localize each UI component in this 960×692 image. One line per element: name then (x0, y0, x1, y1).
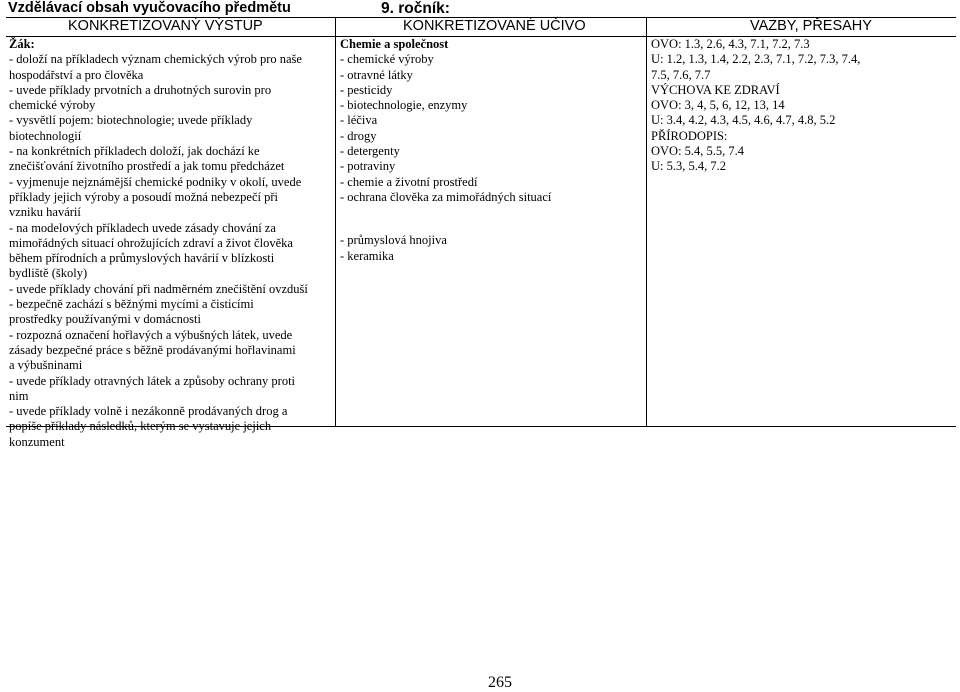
page-header (6, 0, 956, 18)
page-number: 265 (488, 674, 512, 691)
link-line: OVO: 5.4, 5.5, 7.4 (651, 144, 745, 159)
column-headers (6, 17, 956, 37)
outcome-line: - uvede příklady volně i nezákonně prodávaných drog a (9, 404, 288, 419)
content-item: - keramika (340, 248, 394, 263)
grade-title: 9. ročník: (381, 0, 450, 17)
link-line: U: 3.4, 4.2, 4.3, 4.5, 4.6, 4.7, 4.8, 5.2 (651, 113, 836, 128)
outcome-line: - na konkrétních příkladech doloží, jak dochází ke (9, 144, 260, 159)
content-item: - průmyslová hnojiva (340, 233, 447, 248)
content-title: Chemie a společnost (340, 37, 449, 51)
outcome-line: - vysvětlí pojem: biotechnologie; uvede příklady (9, 113, 253, 128)
content-item: - detergenty (340, 144, 400, 159)
outcome-line: během přírodních a průmyslových havárií v blízkosti (9, 251, 275, 266)
content-item: - léčiva (340, 113, 378, 128)
outcome-line: Žák: (9, 37, 35, 51)
links-header: VAZBY, PŘESAHY (750, 18, 872, 34)
content-item: - otravné látky (340, 67, 413, 82)
link-line: OVO: 3, 4, 5, 6, 12, 13, 14 (651, 98, 785, 113)
content-item: - pesticidy (340, 82, 393, 97)
content-item: - ochrana člověka za mimořádných situací (340, 189, 552, 204)
content-item: - chemie a životní prostředí (340, 174, 478, 189)
outcome-line: příklady jejich výroby a posoudí možná nebezpečí při (9, 189, 279, 204)
outcome-line: nim (9, 388, 29, 403)
content-column (340, 37, 640, 264)
content-header: KONKRETIZOVANÉ UČIVO (403, 18, 586, 34)
outcome-line: - doloží na příkladech význam chemických výrob pro naše (9, 52, 302, 67)
outcome-line: - bezpečně zachází s běžnými mycími a čisticími (9, 297, 254, 312)
link-line: PŘÍRODOPIS: (651, 128, 728, 143)
outcome-line: zásady bezpečné práce s běžně prodávanými hořlavinami (9, 342, 296, 357)
column-divider (335, 17, 336, 426)
column-divider (646, 17, 647, 426)
outcomes-column (9, 37, 331, 450)
outcome-line: - uvede příklady prvotních a druhotných surovin pro (9, 82, 272, 97)
outcome-line: - uvede příklady otravných látek a způsoby ochrany proti (9, 373, 296, 388)
outcome-line: - uvede příklady chování při nadměrném znečištění ovzduší (9, 281, 308, 296)
outcome-line: mimořádných situací ohrožujících zdraví a život člověka (9, 235, 293, 250)
outcome-line: a výbušninami (9, 358, 83, 373)
outcome-line: biotechnologií (9, 128, 82, 143)
content-item: - chemické výroby (340, 52, 434, 67)
link-line: U: 5.3, 5.4, 7.2 (651, 159, 726, 174)
outcomes-header: KONKRETIZOVANÝ VÝSTUP (68, 18, 263, 34)
outcome-line: hospodářství a pro člověka (9, 67, 144, 82)
content-item: - potraviny (340, 159, 396, 174)
outcome-line: vzniku havárií (9, 205, 81, 220)
link-line: 7.5, 7.6, 7.7 (651, 67, 711, 82)
link-line: OVO: 1.3, 2.6, 4.3, 7.1, 7.2, 7.3 (651, 37, 810, 51)
outcome-line: prostředky používanými v domácnosti (9, 312, 201, 327)
outcome-line: - rozpozná označení hořlavých a výbušných látek, uvede (9, 327, 293, 342)
outcome-line: konzument (9, 434, 65, 449)
outcome-line: - na modelových příkladech uvede zásady chování za (9, 220, 276, 235)
outcome-line: popíše příklady následků, kterým se vystavuje jejich (9, 419, 272, 434)
content-item: - drogy (340, 128, 377, 143)
outcome-line: znečišťování životního prostředí a jak tomu předcházet (9, 159, 285, 174)
outcome-line: chemické výroby (9, 98, 96, 113)
content-item: - biotechnologie, enzymy (340, 98, 468, 113)
link-line: VÝCHOVA KE ZDRAVÍ (651, 82, 780, 97)
subject-title: Vzdělávací obsah vyučovacího předmětu (8, 0, 291, 16)
links-column (651, 37, 951, 175)
link-line: U: 1.2, 1.3, 1.4, 2.2, 2.3, 7.1, 7.2, 7.3, 7.4, (651, 52, 861, 67)
outcome-line: bydliště (školy) (9, 266, 88, 281)
outcome-line: - vyjmenuje nejznámější chemické podniky v okolí, uvede (9, 174, 302, 189)
spacer (340, 205, 640, 233)
